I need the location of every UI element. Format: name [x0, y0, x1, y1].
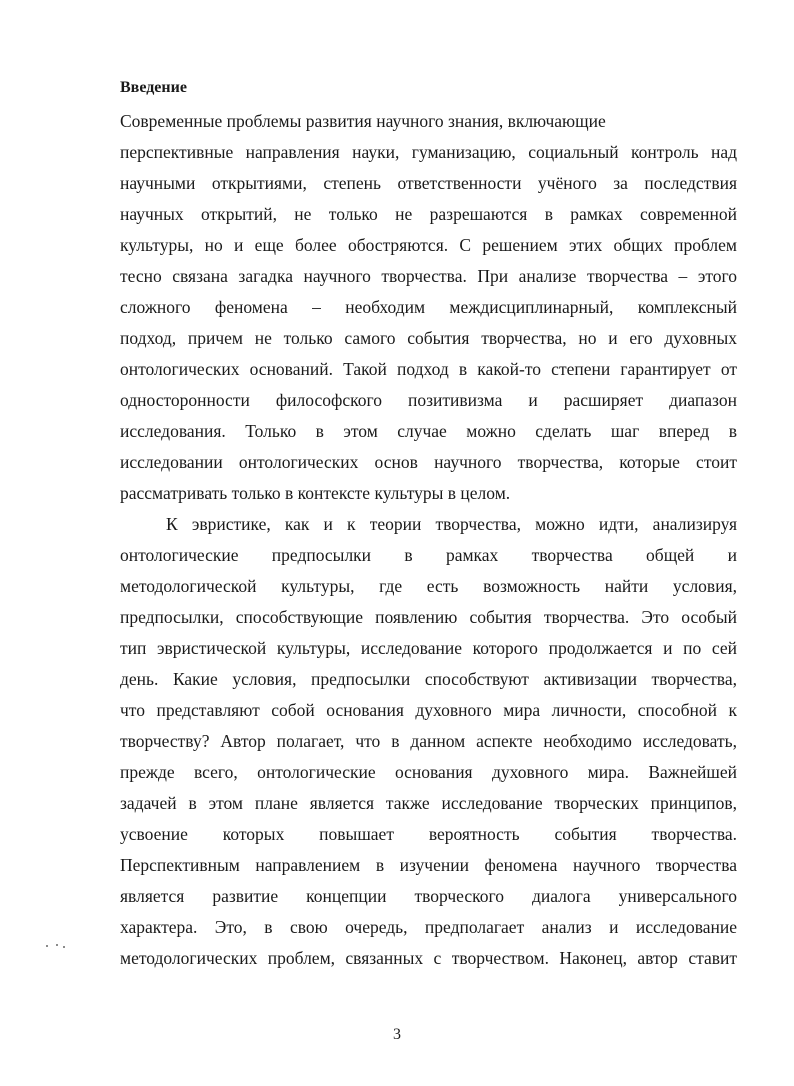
scan-speck [46, 944, 66, 948]
text-line: исследовании онтологических основ научного творчества, которые стоит [120, 452, 737, 472]
text-line: онтологических оснований. Такой подход в какой-то степени гарантирует от [120, 359, 737, 379]
text-line: перспективные направления науки, гуманизацию, социальный контроль над [120, 142, 737, 162]
text-line: усвоение которых повышает вероятность события творчества. [120, 824, 737, 844]
text-line: задачей в этом плане является также исследование творческих принципов, [120, 793, 737, 813]
text-line: творчеству? Автор полагает, что в данном аспекте необходимо исследовать, [120, 731, 737, 751]
text-line: предпосылки, способствующие появлению события творчества. Это особый [120, 607, 737, 627]
text-line: прежде всего, онтологические основания духовного мира. Важнейшей [120, 762, 737, 782]
text-line: подход, причем не только самого события творчества, но и его духовных [120, 328, 737, 348]
page-number: 3 [393, 1026, 401, 1043]
text-line: характера. Это, в свою очередь, предполагает анализ и исследование [120, 917, 737, 937]
text-line: научных открытий, не только не разрешаются в рамках современной [120, 204, 737, 224]
text-line: сложного феномена – необходим междисциплинарный, комплексный [120, 297, 737, 317]
text-line: тип эвристической культуры, исследование которого продолжается и по сей [120, 638, 737, 658]
text-line: тесно связана загадка научного творчества. При анализе творчества – этого [120, 266, 737, 286]
text-line: Перспективным направлением в изучении феномена научного творчества [120, 855, 737, 875]
text-line: онтологические предпосылки в рамках творчества общей и [120, 545, 737, 565]
text-line: что представляют собой основания духовного мира личности, способной к [120, 700, 737, 720]
text-line: исследования. Только в этом случае можно сделать шаг вперед в [120, 421, 737, 441]
text-line: культуры, но и еще более обостряются. С решением этих общих проблем [120, 235, 737, 255]
section-heading: Введение [120, 79, 187, 96]
text-line: методологических проблем, связанных с творчеством. Наконец, автор ставит [120, 948, 737, 968]
text-line: методологической культуры, где есть возможность найти условия, [120, 576, 737, 596]
text-line: научными открытиями, степень ответственности учёного за последствия [120, 173, 737, 193]
text-line: Современные проблемы развития научного знания, включающие [120, 111, 606, 131]
text-line: является развитие концепции творческого диалога универсального [120, 886, 737, 906]
text-line: односторонности философского позитивизма и расширяет диапазон [120, 390, 737, 410]
text-line: день. Какие условия, предпосылки способствуют активизации творчества, [120, 669, 737, 689]
text-line: К эвристике, как и к теории творчества, можно идти, анализируя [166, 514, 737, 534]
text-line: рассматривать только в контексте культуры в целом. [120, 483, 511, 503]
